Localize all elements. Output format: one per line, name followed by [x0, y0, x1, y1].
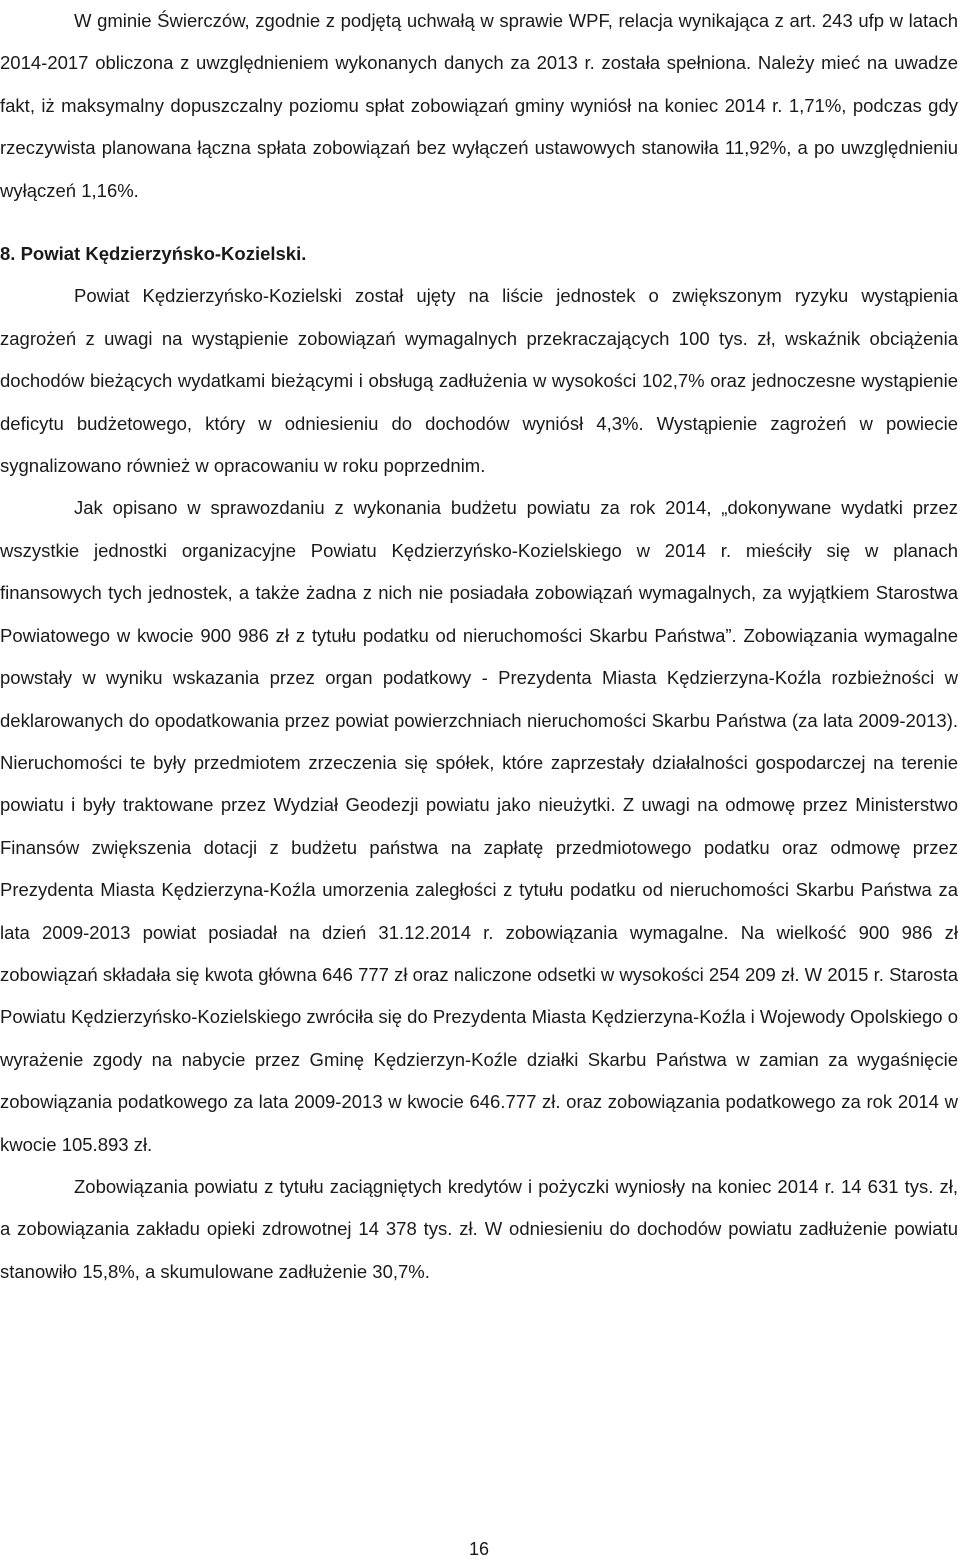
paragraph-risk-list: Powiat Kędzierzyńsko-Kozielski został ujęty na liście jednostek o zwiększonym ryzyku wystąpienia zagrożeń z uwagi na wystąpienie zobowiązań wymagalnych przekraczających 100 tys. zł, wskaźnik obciążenia dochodów bieżących wydatkami bieżącymi i obsługą zadłużenia w wysokości 102,7% oraz jednoczesne wystąpienie deficytu budżetowego, który w odniesieniu do dochodów wyniósł 4,3%. Wystąpienie zagrożeń w powiecie sygnalizowano również w opracowaniu w roku poprzednim. — [0, 285, 958, 477]
page-number: 16 — [468, 1539, 490, 1559]
paragraph-budget-report: Jak opisano w sprawozdaniu z wykonania budżetu powiatu za rok 2014, „dokonywane wydatki przez wszystkie jednostki organizacyjne Powiatu Kędzierzyńsko-Kozielskiego w 2014 r. mieściły się w planach finansowych tych jednostek, a także żadna z nich nie posiadała zobowiązań wymagalnych, za wyjątkiem Starostwa Powiatowego w kwocie 900 986 zł z tytułu podatku od nieruchomości Skarbu Państwa”. Zobowiązania wymagalne powstały w wyniku wskazania przez organ podatkowy - Prezydenta Miasta Kędzierzyna-Koźla rozbieżności w deklarowanych do opodatkowania przez powiat powierzchniach nieruchomości Skarbu Państwa (za lata 2009-2013). Nieruchomości te były przedmiotem zrzeczenia się spółek, które zaprzestały działalności gospodarczej na terenie powiatu i były traktowane przez Wydział Geodezji powiatu jako nieużytki. Z uwagi na odmowę przez Ministerstwo Finansów zwiększenia dotacji z budżetu państwa na zapłatę przedmiotowego podatku oraz odmowę przez Prezydenta Miasta Kędzierzyna-Koźla umorzenia zaległości z tytułu podatku od nieruchomości Skarbu Państwa za lata 2009-2013 powiat posiadał na dzień 31.12.2014 r. zobowiązania wymagalne. Na wielkość 900 986 zł zobowiązań składała się kwota główna 646 777 zł oraz naliczone odsetki w wysokości 254 209 zł. W 2015 r. Starosta Powiatu Kędzierzyńsko-Kozielskiego zwróciła się do Prezydenta Miasta Kędzierzyna-Koźla i Wojewody Opolskiego o wyrażenie zgody na nabycie przez Gminę Kędzierzyn-Koźle działki Skarbu Państwa w zamian za wygaśnięcie zobowiązania podatkowego za lata 2009-2013 w kwocie 646.777 zł. oraz zobowiązania podatkowego za rok 2014 w kwocie 105.893 zł. — [0, 497, 958, 1155]
section-heading: 8. Powiat Kędzierzyńsko-Kozielski. — [0, 243, 307, 265]
paragraph-swierczow: W gminie Świerczów, zgodnie z podjętą uchwałą w sprawie WPF, relacja wynikająca z art. 243 ufp w latach 2014-2017 obliczona z uwzględnieniem wykonanych danych za 2013 r. została spełniona. Należy mieć na uwadze fakt, iż maksymalny dopuszczalny poziomu spłat zobowiązań gminy wyniósł na koniec 2014 r. 1,71%, podczas gdy rzeczywista planowana łączna spłata zobowiązań bez wyłączeń ustawowych stanowiła 11,92%, a po uwzględnieniu wyłączeń 1,16%. — [0, 10, 958, 201]
paragraph-debt-summary: Zobowiązania powiatu z tytułu zaciągniętych kredytów i pożyczki wyniosły na koniec 2014 r. 14 631 tys. zł, a zobowiązania zakładu opieki zdrowotnej 14 378 tys. zł. W odniesieniu do dochodów powiatu zadłużenie powiatu stanowiło 15,8%, a skumulowane zadłużenie 30,7%. — [0, 1175, 958, 1282]
section-spacer — [0, 212, 958, 233]
